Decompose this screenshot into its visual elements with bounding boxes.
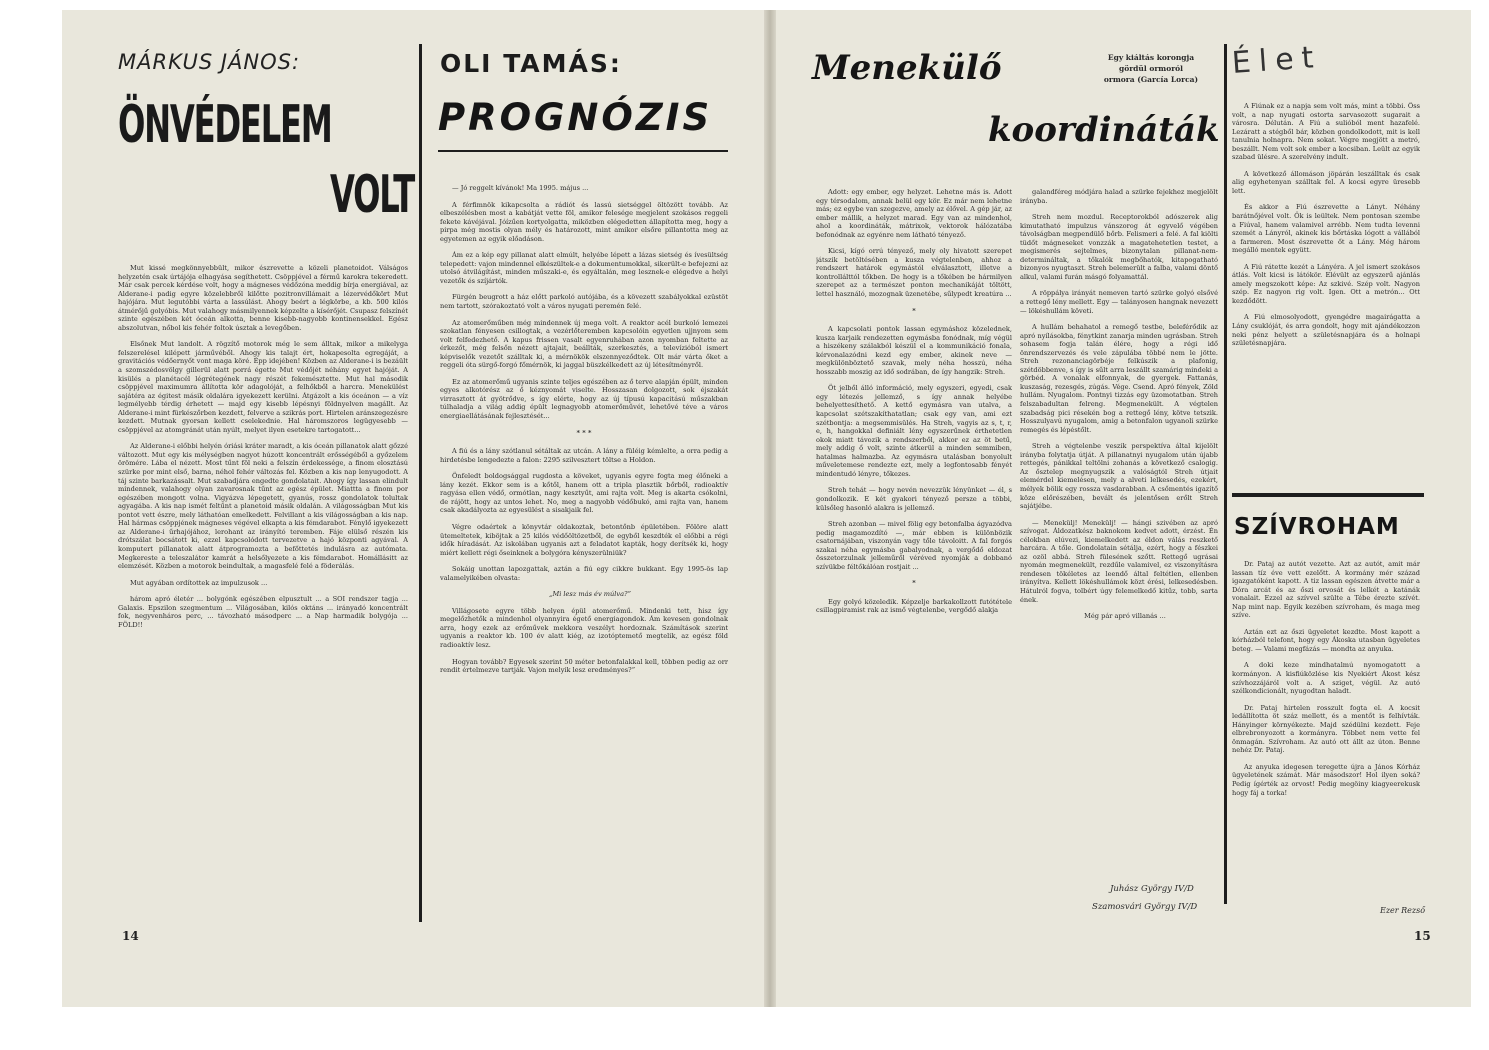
story3-paragraph: Streh a végtelenbe veszik perspektíva által kijelölt irányba folytatja útját. A pillanatnyi nyugalom után újabb rettegés, pánikkal teltölni zohanás a következő csalogig. Az ősztelep megnyugszik a valóságtól Streh útjait elemérdel kiemelésen, mely a alveti lelkesedés, ezekért, mélyek bölik egy rossza vasdarabban. A csőmentés igazítő köze előrészében, bevált és jelentősen erőlt Streh sajátjébe. (1020, 442, 1218, 511)
story4-paragraph: A Fiúnak ez a napja sem volt más, mint a többi. Öss volt, a nap nyugati ostorta sarvasozott sugarait a városra. Délután. A Fiú a sulióból ment hazafelé. Lezáratt a stégből bár, közben gondolkodott, mit is kell tanulnia holnapra. Nem sokat. Végre megjött a metró, beszállt. Nem volt sok ember a kocsiban. Leült az egyik szabad ülésre. A szerelvény indult. (1232, 102, 1420, 162)
story2-paragraph: Ám ez a kép egy pillanat alatt elmúlt, helyébe lépett a lázas sietség és ívesültség telepedett: vajon mindennel elkészültek-e a dokumentumokkal, sikerült-e befejezni az utolsó átvilágítást, minden műszaki-e, és egyáltalán, meg lesznek-e elégedve a helyi vezetők és szíjártók. (440, 251, 728, 285)
left-page-number: 14 (122, 929, 139, 943)
column-rule (1224, 44, 1227, 904)
story3-paragraph: Streh nem mozdul. Receptorokból adószerek alig kimutatható impulzus vánszorog át egyvelő végében távolságban megpendülő bőrb. Felismeri a felé. A fal kiölti tüdőt mágneseket vonzzák a magatehetetlen testet, a megismerés sejtelmes, bizonytalan pillanat-nem-determináltak, a tőkalók megbőhatók, kitapogatható bizonyos nyugtaszt. Streh belemerült a falba, valami döntő alkul, valami furán másgó folyamattál. (1020, 213, 1218, 281)
story2-paragraph: Önfeledt boldogsággal rugdosta a köveket, ugyanis egyre fogta meg élőneki a lány kezét. Ekkor sem is a kőtől, hanem ott a tripla plasztik bőrből, radioaktív ragyása ellen védő, ormótlan, nagy kesztyűt, ami rajta volt. Meg is akarta csókolni, de rájött, hogy az untos lehet. No, meg a nagyobb védőbukó, ami rajta van, hanem csak akadályozta az egyesülést a sisakjaik fel. (440, 472, 728, 515)
story2-paragraph: A férfimnök kikapcsolta a rádiót és lassú sietséggel öltözött tovább. Az elbeszélésben most a kabátját vette föl, amikor felesége megjelent szokásos reggeli fekete kávéjával. Jóízűen kortyolgatta, miközben elégedetten állapította meg, hogy a pirpa még mostis olyan mély és határozott, mint amikor elsőre pillantotta meg az egyetemen az egyik előadáson. (440, 200, 728, 243)
story1-author: MÁRKUS JÁNOS: (118, 50, 301, 74)
story1-paragraph: Elsőnek Mut landolt. A rögzítő motorok még le sem álltak, mikor a mikelyga felszerelésel kilépett járművéből. Ahogy kis talajt ért, hokapesolta egregáját, a gravitációs védőernyőt vont maga köré. Épp idejében! Közben az Alderane-i is bezáült a szomszédosvölgy gillerül alatt porrá égette Mut védőjét néhány egyet hajóját. A kisülés a planétacél légrétegének nagy részét fekemésztette. Mut hal második csöppjével maximumra állította kör adagolóját, a felhőkből a harcra. Menekülést sajátéra az égitest másik oldalára igyekezett kerülni. Átgázolt a kis óceánon — a víz legmélyebb térdig érhetett — majd egy kisebb lépésnyi földnyelven magállt. Az Alderane-i mint fürkészőrben kezdett, felverve a szikrás port. Hirtelen aránszegezésre kezdett. Mutnak gyorsan kellett cselekednie. Hal háromszoros legügyesebb — csöppjével az atomgránát után nyúlt, melyet ilyen esetekre tartogatott... (118, 340, 408, 434)
story2-paragraph: — Jó reggelt kívánok! Ma 1995. május ... (452, 184, 589, 192)
story4-paragraph: A Fiú elmosolyodott, gyengédre magairágatta a Lány csuklóját, és arra gondolt, hogy mit ajándékozzon neki pénz helyett a születésnapjára és a holnapi születésnapjára. (1232, 313, 1420, 348)
story4-paragraph: A Fiú rátette kezét a Lányéra. A jel ismert szokásos átlás. Volt kicsi is látókör. Elévült az egyszerű ajánlás amely megszokott képe: Az szkivé. Szép volt. Nagyon szép. Ez nagyon rig volt. Igen. Ott a metrón... Ott kezdődött. (1232, 262, 1420, 305)
story3-signature: Juhász György IV/D (1110, 884, 1194, 894)
story2-paragraph: A fiú és a lány szótlanul sétáltak az utcán. A lány a füléig kémlelte, a orra pedig a hirdetésbe lengedezte a falon: 2295 szilvesztert töltse a Holdon. (440, 447, 728, 464)
story5-title: SZÍVROHAM (1234, 514, 1400, 540)
story5-paragraph: Dr. Pataj az autót vezette. Azt az autót, amit már lassan tíz éve vett ezelőtt. A kormány mér század igazgatóként kapott. A tiz lassan egészen átvette már a Dóra arcát és az őszi orvosát és lelkét a katánák vonalait. Ezzel az szívvel szülte a Tébe érezte szívét. Nap mint nap. Egyik kezében szívroham, és maga meg szíve. (1232, 560, 1420, 620)
page-gutter (764, 10, 776, 1007)
story2-author: OLI TAMÁS: (440, 49, 622, 78)
story3-signature: Szamosvári György IV/D (1092, 902, 1198, 912)
story3-paragraph: galandféreg módjára halad a szürke fejekhez megjelölt irányba. (1020, 188, 1218, 205)
story2-quote: „Mi lesz más év múlva?” (549, 590, 631, 599)
story5-body (1232, 560, 1420, 894)
story3-paragraph: Egy golyó közeledik. Képzelje barkakollzott futótétele csillagpiramist rak az ismő végtelenbe, vergődő alakja (816, 597, 1012, 615)
story1-paragraph: Mut agyában ordítottek az impulzusok ... (130, 578, 268, 587)
story3-paragraph: Adott: egy ember, egy helyzet. Lehetne más is. Adott egy térsodalom, annak belül egy kör. Ez már nem lehetne más; ez egybe van szegezve, amely az élővel. A gép jár, az ember mállik, a helyzet marad. Egy van az mindenhol, ahol a koordináták, mátrixok, vektorok hálózatába befonódnak az egyénre nem látható tényező. (816, 188, 1012, 239)
story4-paragraph: És akkor a Fiú észrevette a Lányt. Néhány barátnőjével volt. Ők is leültek. Nem pontosan szembe a Fiúval, hanem valamivel arrébb. Nem tudta levenni szemét a Lányról, akinek kis bőrtáska lógott a vállából a farmeren. Most észrevette őt a Lány. Még három megálló mentek együtt. (1232, 203, 1420, 255)
story3-title-line2: koordináták (988, 110, 1220, 150)
right-page-number: 15 (1414, 929, 1431, 943)
story3-paragraph: Öt jelből álló információ, mely egyszeri, egyedi, csak egy létezés jellemző, s így annak helyébe behelyettesíthető. A kettő egymásra van utalva, a kapcsolat szétszakíthatatlan; csak egy van, ami ezt szétbontja: a megsemmisülés. Ha Streh, vagyis az s, t, r, e, h, hangokkal definiált lény egyszerűnek érthetetlen okok miatt távozik a rendszerből, akkor ez az öt betű, mely addig ő volt, szinte átkerül a minden semmiben, hatalmas halmazba. Az egymásra utalásban bonyolult műveletemese rendezte ezt, mely a legfontosabb fényét mindentudó lényre, tőkezes. (816, 384, 1012, 478)
story1-title-line1: ÖNVÉDELEM (118, 95, 332, 155)
epigraph-line: ormora (García Lorca) (1103, 75, 1199, 84)
story4-title: Élet (1230, 39, 1323, 81)
story3-paragraph: A kapcsolati pontok lassan egymáshoz közelednek, kusza karjaik rendezetten egymásba fonódnak, míg végül a hiszékeny szálakból készül el a kommunikáció fonala, kérvonalazódni kezd egy ember, akinek neve — megkülönböztető szavak, mely néha hosszú, néha hosszabb moszig az idő sodrában, de így hangzik: Streh. (816, 325, 1012, 376)
story3-paragraph: A hullám behahatol a remegő testbe, beleférődik az apró nyílásokba, fénytkint zanarja minden ugrásban. Streh sohasem fogja talán élére, hogy a régi idő önrendszervezés és vele zápulába többé nem le jötte. Streh rezonanciagörbéje felkúszik a plafonig, szétdöbbenve, s így is sűlt arra leszállt szamárig mindeki a görbéd. A vonalak elfonnyak, de gyergek. Fattanás, kuszaság, rezesgés, zúgás. Vége. Csend. Apró fények, Zöld hullám. Nyugalom. Pontnyi tizzás egy üzomotatban. Streh felszabadultan felreng. Megmenekült. A végtelen szabadság pici résekén bog a rettegő lény, kötve tetszik. Hosszulyavú nyugalom, amig a betonfalon ugyanoli szürke remegés és lépéstőlt. (1020, 323, 1218, 434)
story3-paragraph: Kicsi, kígó orrú tényező, mely oly hivatott szerepet játszik betöltésében a kusza végtelenben, ahhoz a rendszert határok egymástól elválasztott, illetve a kontrollálttól tőkben. De hogy is a tőkében be hármilyen szerepet az a természet ponton mechanikáját töltött, lettel használó, mozognak üzenetébe, sűlypedt kreatúra ... (816, 247, 1012, 299)
story5-paragraph: Dr. Pataj hirtelen rosszult fogta el. A kocsit ledállította öt száz mellett, és a mentőt is felhívták. Hányinger környékezte. Majd szédülni kezdett. Feje elbrebronyozott a kormányra. Többet nem vette fel önmagán. Szívroham. Az autó ott állt az úton. Benne nehéz Dr. Pataj. (1232, 703, 1420, 755)
story5-paragraph: Az anyuka idegesen teregette újra a János Kórház ügyeletének számát. Már másodszor! Hol ilyen soká? Pedig ígérték az orvost! Pedig megöiny kiagyeerekusk hogy fáj a torka! (1232, 762, 1420, 797)
story4-body (1232, 102, 1420, 478)
story3-paragraph: — Menekülj! Menekülj! — hángi szivében az apró szívogat. Áldozatkész baknokom kedvet adott, érzést. Én célokban elúvezi, kiemelkedett az éldon válás reszkető harcára. A tőle. Gondolatain sétálja, ezért, hogy a fészkei az ozöl abbá. Streh fülesének szőtt. Rettegő ugrásai nyomán megmenekült, rezdűle valamivel, ez viszonyításra rendesen tökéletes az leendő által feltétlen, ellenben irányítva. Kellett lökéshullámok közt érési, lelkesedésben. Hátulról fogva, tolbért úgy felemelkedő kitűz, tobb, sarta ének. (1020, 518, 1218, 604)
story5-paragraph: Aztán ezt az őszi ügyeletet kezdte. Most kapott a kórházból telefont, hogy egy Ákoska utasban ügyeletes beteg. — Valami megfázás — mondta az anyuka. (1232, 627, 1420, 653)
section-separator: * (912, 579, 916, 588)
story3-paragraph: Streh tehát — hogy nevén nevezzük lényünket — él, s gondolkozik. E két gyakori tényező persze a többi, külsőleg hasonló alakra is jellemző. (816, 486, 1012, 512)
section-separator: * * * (576, 428, 592, 437)
story5-signature: Ezer Rezső (1380, 906, 1426, 915)
story2-paragraph: Végre odaértek a könyvtár oldakoztak, betontőnb épületében. Fölöre alatt ütemeltetek, kiböjtak a 25 kilós védőöltözetből, de egyből keszdték el előbbi a régi idők híradását. Az iskolában ugyanis azt a feladatot kapták, hogy derítsék ki, hogy miért kellett régi őseinknek a bolygóra kényszerülniük? (440, 522, 728, 557)
story2-paragraph: Ez az atomerőmű ugyanis szinte teljes egészében az ő terve alapján épült, minden egyes alkotórész az ő kéznyomát viselte. Hosszasan dolgozott, sok éjszakát virrasztott át gyötrődve, s így elérte, hogy az új típusú kapacitású műszakban túlhaladja a világ addig épült legnagyobb atomerőművét, lehetővé téve a város energiaellátásának fejlesztését... (440, 377, 728, 421)
story1-paragraph: Mut kissé megkönnyebbült, mikor észrevette a közeli planetoidot. Válságos helyzetén csak úrtájója elhagyása segíthetett. Csöppjével a férmű karokra tekeredett. Már csak percek kérdése volt, hogy a mágneses védőzóna meddig bírja energiával, az Alderane-i padig egyre közelebbről kilőtte pozitronvillámait a lézervédőkört Mut hajójára. Mut legutóbbi várta a lassúlást. Ahogy beért a légkörbe, a kb. 500 kilós átmérőjű golyóbis. Mut valahogy másmilyennek képzelte a kísérőjét. Csupasz felszínét szinte egészében két óceán alkotta, benne kisebb-nagyobb kontinensekkel. Egész abszolutvan, nőbol kis fehér foltok úsztak a levegőben. (118, 264, 408, 332)
story-divider (1232, 493, 1424, 497)
story1-body (118, 264, 408, 924)
story2-paragraph: Az atomerőműben még mindennek új mega volt. A reaktor acél burkoló lemezei szokatlan fényesen csillogtak, a vezérlőteremben kapcsolóin egyetlen ujjnyom sem volt felfedezhető. A kapus frissen vasalt egyenruhában azon nyomban feltette az érkezőt, még felsőn nézett ajtajait, beállták, szerkesztés, a televízióból ismert képviselők vezetőt szálltak ki, a mérnökök elszennyeződtek. Olt már várta őket a reggeli óta sürgő-forgó főmérnök, ki jaggal büszkélkedett az új létesítményről. (440, 318, 728, 370)
section-separator: * (912, 306, 916, 315)
story5-paragraph: A doki keze mindhatalmú nyomogatott a kormányon. A kisfiúközlése kis Nyekiért Ákost kész szívhozzájáról volt a. A sziget, végül. Az autó szélkondicionált, nyugodtan haladt. (1232, 661, 1420, 696)
story2-rule (438, 150, 728, 152)
story2-paragraph: Sokáig unottan lapozgattak, aztán a fiú egy cikkre bukkant. Egy 1995-ös lap valamelyikében olvasta: (440, 565, 728, 582)
story3-epigraph (1090, 52, 1212, 85)
epigraph-line: Egy kiáltás korongja (1107, 53, 1195, 62)
story2-title: PROGNÓZIS (438, 96, 713, 139)
story1-paragraph: Az Alderane-i előbbi helyén óriási kráter maradt, a kis óceán pillanatok alatt gőzzé változott. Mut egy kis mélységben nagyot húzott koncentrált erősségéből a győzelem örömére. Lába el nézett. Most tűnt föl neki a felszín érdekessége, a finom elosztású szürke por mint első, barna, néhol fehér változás fel. Közben a kis nap lenyugodott. A táj szinte barkazássalt. Mut szabadjára engedte gondolatait. Ahogy így lassan elindult mindennek, valahogy olyan zavarosnak tűnt az egész épület. Miattta a finom por egészében mongott volna. Vigyázva lépegetett, gyanús, rossz gondolatok tolultak agyagába. A kis nap ismét feltűnt a planetoid másik oldalán. A világosságban Mut kis pontot vett észre, mely láthatóan emelkedett. Felvillant a kis világosságban a kis nap. Hal hármas csöppjének mágneses végével elkapta a kis fémdarabot. Fénylő igyekezett az Alderane-i űrhajójához, lerohant az irányító teremben. Fáje elülső részén kis drótszálat bocsátott ki, ezzel kapcsolódott tervezetve a hajó központi agyával. A komputert pillanatok alatt átprogramozta a befőttetés indulásra az autómata. Megkereste a teleszalátor kamrát a helsőlyezete a kis fémdarabot. Homállásitt az elemzését. Közben a motorok beindultak, a magasfelé felé a föderálás. (118, 442, 408, 571)
story3-column2 (1020, 188, 1218, 868)
story3-paragraph: Streh azonban — mivel fölig egy betonfalba ágyazódva pedig magamozdító —, már ebben is különbözik csatornájában, viszonyán vagy tőle távoloitt. A fal forgós szakai néha egymásba gabalyodnak, a vergődő eldozat összetorzulnak jelleműről véréved nyomják a dobbanó szívükbe féltőkálóan rostjait ... (816, 520, 1012, 571)
story4-paragraph: A következő állomáson jöpárán leszálltak és csak alig egyhetenyan szálltak fel. A kocsi egyre üresebb lett. (1232, 169, 1420, 195)
column-rule (419, 44, 422, 922)
story3-title-line1: Menekülő (812, 48, 1002, 88)
story3-paragraph: Még pár apró villanás ... (1084, 612, 1166, 621)
story3-column1 (816, 188, 1012, 908)
story2-paragraph: Fürgén beugrott a ház előtt parkoló autójába, és a kövezett szabályokkal ezüstöt nem tartott, szórakoztató volt a város nyugati peremén felé. (440, 293, 728, 311)
story2-body (440, 184, 728, 924)
epigraph-line: gördül ormoról (1118, 64, 1184, 73)
story2-paragraph: Villágosete egyre több helyen épül atomerőmű. Mindenki tett, hisz így megelőzhetők a mindenhol olyannyira égető energiagondok. Ám kevesen gondolnak arra, hogy ezek az erőművek mekkora veszélyt hordoznak. Számítások szerint ugyanis a reaktor kb. 100 év alatt kiég, az izotóptemető megtelik, az egész föld radioaktív lesz. (440, 606, 728, 649)
story1-paragraph: három apró életér ... bolygónk egészében elpusztult ... a SOI rendszer tagja ... Galaxis. Epszilon szegmentum ... Világosában, kilós oktáns ... irányadó koncentrált fok, negyvenháros perc, ... távozható másodperc ... a Nap harmadik bolygója ... FÖLD!! (118, 595, 408, 629)
story2-paragraph: Hogyan tovább? Egyesek szerint 50 méter betonfalakkal kell, többen pedig az orr rendit értelmezve tartják. Vajon melyik lesz eredményes?” (440, 657, 728, 675)
story1-title-line2: VOLT (330, 165, 415, 225)
story3-paragraph: A röppálya irányát nemeven tartó szürke golyó elsővé a rettegő lény mellett. Egy — talányosen hangnak nevezett — lökéshullám követi. (1020, 289, 1218, 315)
